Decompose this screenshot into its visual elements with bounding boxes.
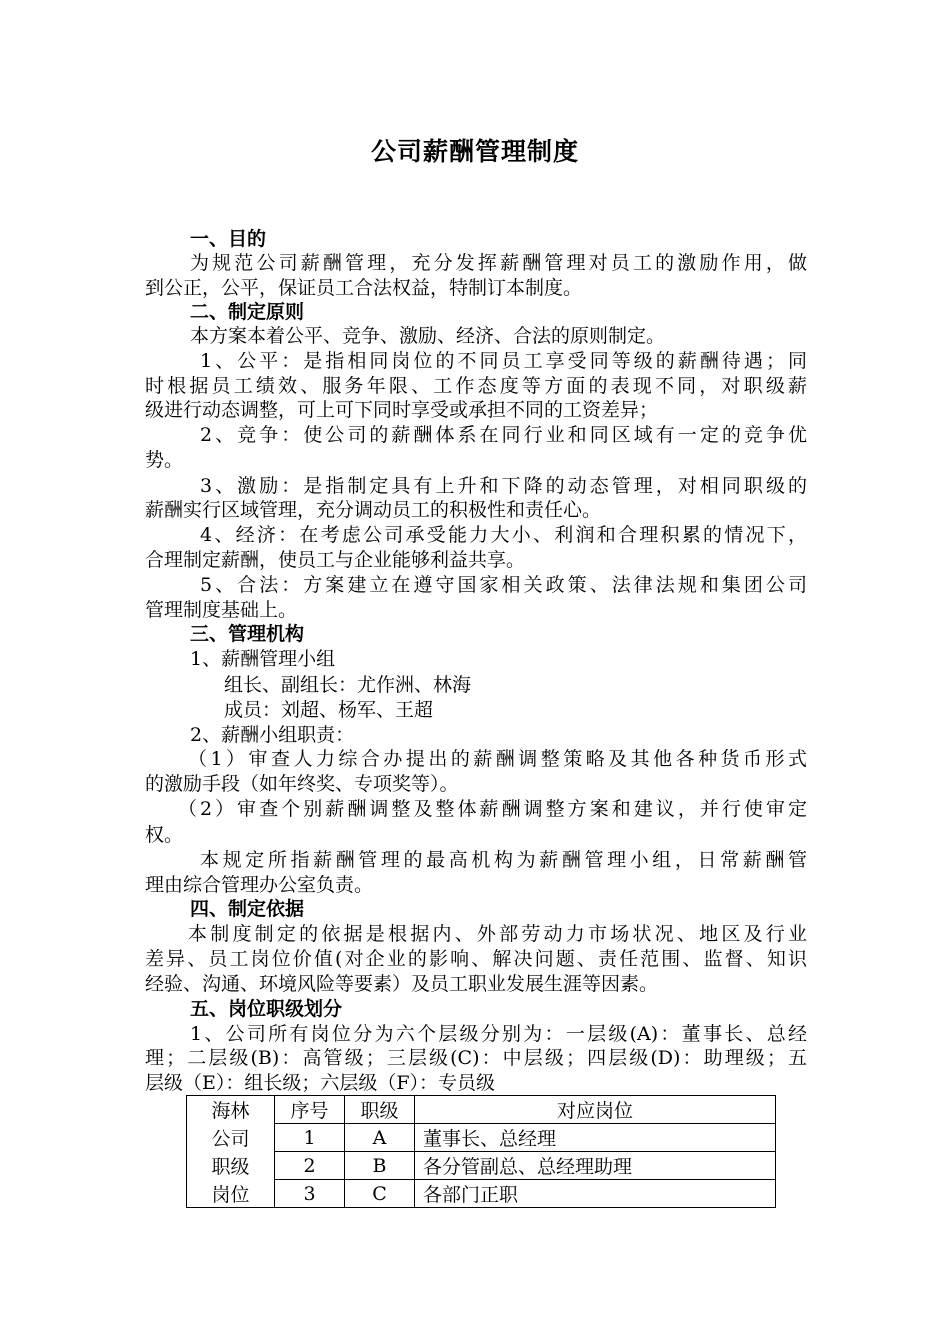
- table-row: [187, 1180, 776, 1208]
- paragraph-line: 的激励手段（如年终奖、专项奖等）。: [145, 773, 459, 795]
- paragraph-line: 成员：刘超、杨军、王超: [224, 699, 434, 721]
- table-cell: A: [345, 1124, 415, 1152]
- table-corner-cell: 公司: [187, 1124, 275, 1152]
- paragraph-line: 差异、员工岗位价值(对企业的影响、解决问题、责任范围、监督、知识: [145, 948, 807, 970]
- paragraph-line: 权。: [145, 824, 184, 846]
- section-heading-organization: 三、管理机构: [190, 623, 305, 645]
- table-corner-cell: 岗位: [187, 1180, 275, 1208]
- table-cell: 各部门正职: [415, 1180, 776, 1208]
- table-cell: 董事长、总经理: [415, 1124, 776, 1152]
- grade-position-table: [186, 1095, 776, 1208]
- paragraph-line: 5、合法：方案建立在遵守国家相关政策、法律法规和集团公司: [200, 574, 807, 596]
- paragraph-line: （1）审查人力综合办提出的薪酬调整策略及其他各种货币形式: [188, 748, 807, 770]
- paragraph-line: 理由综合管理办公室负责。: [145, 874, 374, 896]
- table-cell: C: [345, 1180, 415, 1208]
- paragraph-line: （2）审查个别薪酬调整及整体薪酬调整方案和建议，并行使审定: [178, 798, 807, 820]
- table-cell: 3: [275, 1180, 345, 1208]
- table-corner-cell: 海林: [187, 1096, 275, 1124]
- table-cell: 2: [275, 1152, 345, 1180]
- page-title: 公司薪酬管理制度: [370, 137, 579, 166]
- section-heading-purpose: 一、目的: [190, 228, 267, 250]
- table-cell: 1: [275, 1124, 345, 1152]
- paragraph-line: 势。: [145, 449, 184, 471]
- section-heading-basis: 四、制定依据: [190, 898, 305, 920]
- paragraph-line: 合理制定薪酬，使员工与企业能够利益共享。: [145, 549, 526, 571]
- paragraph-line: 经验、沟通、环境风险等要素）及员工职业发展生涯等因素。: [145, 973, 659, 995]
- paragraph-line: 4、经济：在考虑公司承受能力大小、利润和合理积累的情况下，: [200, 524, 807, 546]
- paragraph-line: 2、薪酬小组职责：: [190, 724, 355, 746]
- paragraph-line: 管理制度基础上。: [145, 599, 298, 621]
- paragraph-line: 本制度制定的依据是根据内、外部劳动力市场状况、地区及行业: [188, 923, 807, 945]
- paragraph-line: 组长、副组长：尤作洲、林海: [224, 674, 472, 696]
- column-header: 职级: [345, 1096, 415, 1124]
- paragraph-line: 1、公平：是指相同岗位的不同员工享受同等级的薪酬待遇；同: [200, 350, 807, 372]
- table-row: [187, 1152, 776, 1180]
- paragraph-line: 1、薪酬管理小组: [190, 648, 336, 670]
- paragraph-line: 2、竞争：使公司的薪酬体系在同行业和同区域有一定的竞争优: [200, 424, 807, 446]
- paragraph-line: 3、激励：是指制定具有上升和下降的动态管理，对相同职级的: [200, 475, 807, 497]
- column-header: 序号: [275, 1096, 345, 1124]
- paragraph-line: 到公正，公平，保证员工合法权益，特制订本制度。: [145, 277, 583, 299]
- paragraph-line: 1、公司所有岗位分为六个层级分别为：一层级(A)：董事长、总经: [190, 1023, 807, 1045]
- paragraph-line: 级进行动态调整，可上可下同时享受或承担不同的工资差异；: [145, 399, 659, 421]
- paragraph-line: 薪酬实行区域管理，充分调动员工的积极性和责任心。: [145, 499, 602, 521]
- paragraph-line: 本规定所指薪酬管理的最高机构为薪酬管理小组，日常薪酬管: [200, 849, 807, 871]
- column-header: 对应岗位: [415, 1096, 776, 1124]
- paragraph-line: 理；二层级(B)：高管级；三层级(C)：中层级；四层级(D)：助理级；五: [145, 1047, 807, 1069]
- paragraph-line: 为规范公司薪酬管理，充分发挥薪酬管理对员工的激励作用，做: [190, 252, 807, 274]
- section-heading-principles: 二、制定原则: [190, 301, 305, 323]
- section-heading-grades: 五、岗位职级划分: [190, 998, 343, 1020]
- table-cell: 各分管副总、总经理助理: [415, 1152, 776, 1180]
- paragraph-line: 层级（E）：组长级；六层级（F）：专员级: [145, 1072, 496, 1094]
- table-cell: B: [345, 1152, 415, 1180]
- paragraph-line: 时根据员工绩效、服务年限、工作态度等方面的表现不同，对职级薪: [145, 375, 807, 397]
- table-corner-cell: 职级: [187, 1152, 275, 1180]
- table-header-row: [187, 1096, 776, 1124]
- paragraph-line: 本方案本着公平、竞争、激励、经济、合法的原则制定。: [190, 325, 666, 347]
- table-row: [187, 1124, 776, 1152]
